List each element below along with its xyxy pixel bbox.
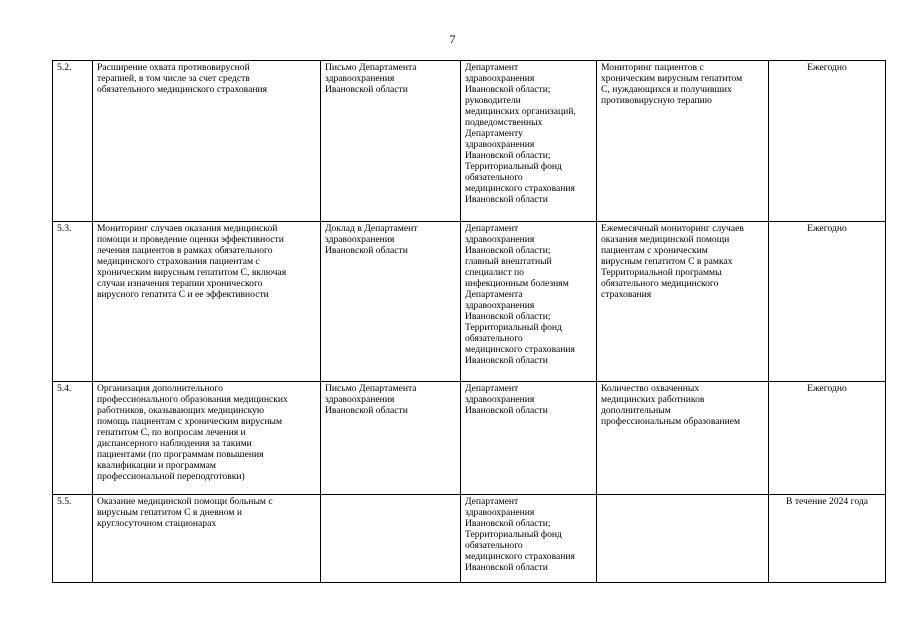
row-number-cell: 5.5. bbox=[53, 495, 93, 583]
document-cell bbox=[321, 495, 461, 583]
activity-cell: Мониторинг случаев оказания медицинской помощи и проведение оценки эффективности лечения пациентов в рамках обязательного медицинского страхования пациентам с хроническим вирусным гепатитом С, включая случаи изначения терапии хронического вирусного гепатита С и ее эффективности bbox=[93, 222, 321, 382]
row-number-cell: 5.4. bbox=[53, 382, 93, 495]
indicator-cell: Ежемесячный мониторинг случаев оказания медицинской помощи пациентам с хроническим вирусным гепатитом С в рамках Территориальной программы обязательного медицинского страхования bbox=[597, 222, 769, 382]
indicator-cell: Мониторинг пациентов с хроническим вирусным гепатитом С, нуждающихся и получивших противовирусную терапию bbox=[597, 61, 769, 222]
period-cell: В течение 2024 года bbox=[769, 495, 886, 583]
document-cell: Доклад в Департамент здравоохранения Ивановской области bbox=[321, 222, 461, 382]
activity-cell: Оказание медицинской помощи больным с вирусным гепатитом С в дневном и круглосуточном стационарах bbox=[93, 495, 321, 583]
row-number-cell: 5.3. bbox=[53, 222, 93, 382]
responsible-cell: Департамент здравоохранения Ивановской области; главный внештатный специалист по инфекционным болезням Департамента здравоохранения Ивановской области; Территориальный фонд обязательного медицинского страхования Ивановской области bbox=[461, 222, 597, 382]
responsible-cell: Департамент здравоохранения Ивановской области; Территориальный фонд обязательного медицинского страхования Ивановской области bbox=[461, 495, 597, 583]
table-row bbox=[53, 382, 886, 495]
activity-cell: Организация дополнительного профессионального образования медицинских работников, оказывающих медицинскую помощь пациентам с хроническим вирусным гепатитом С, по вопросам лечения и диспансерного наблюдения за такими пациентами (по программам повышения квалификации и программам профессиональной переподготовки) bbox=[93, 382, 321, 495]
responsible-cell: Департамент здравоохранения Ивановской области bbox=[461, 382, 597, 495]
measures-table bbox=[52, 60, 886, 583]
indicator-cell bbox=[597, 495, 769, 583]
document-cell: Письмо Департамента здравоохранения Ивановской области bbox=[321, 61, 461, 222]
activity-cell: Расширение охвата противовирусной терапией, в том числе за счет средств обязательного медицинского страхования bbox=[93, 61, 321, 222]
table-row bbox=[53, 495, 886, 583]
table-row bbox=[53, 222, 886, 382]
row-number-cell: 5.2. bbox=[53, 61, 93, 222]
table-row bbox=[53, 61, 886, 222]
responsible-cell: Департамент здравоохранения Ивановской области; руководители медицинских организаций, подведомственных Департаменту здравоохранения Ивановской области; Территориальный фонд обязательного медицинского страхования Ивановской области bbox=[461, 61, 597, 222]
indicator-cell: Количество охваченных медицинских работников дополнительным профессиональным образованием bbox=[597, 382, 769, 495]
period-cell: Ежегодно bbox=[769, 382, 886, 495]
period-cell: Ежегодно bbox=[769, 222, 886, 382]
document-cell: Письмо Департамента здравоохранения Ивановской области bbox=[321, 382, 461, 495]
period-cell: Ежегодно bbox=[769, 61, 886, 222]
page-number: 7 bbox=[449, 32, 456, 46]
